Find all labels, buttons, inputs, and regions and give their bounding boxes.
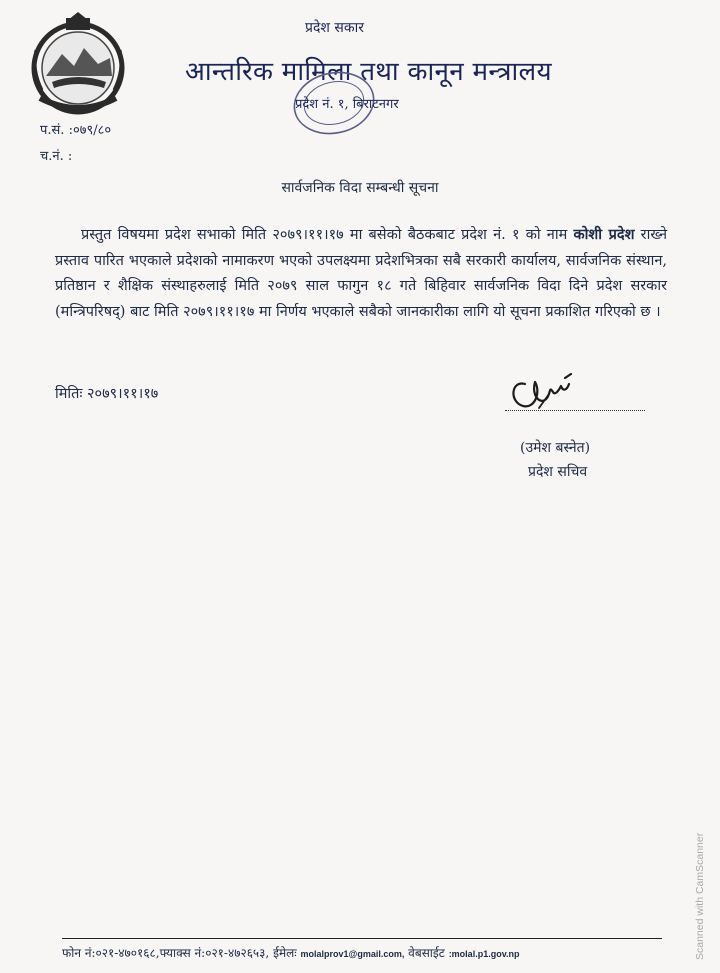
footer-website: :molal.p1.gov.np [448,949,520,959]
nepal-emblem-logo [22,10,134,122]
dispatch-number: च.नं. : [40,149,73,164]
footer-fax: फ्याक्स नं:०२१-४७२६५३, [159,946,270,960]
footer-phone: फोन नं:०२१-४७०१६८, [62,946,160,960]
government-name: प्रदेश सकार [305,20,364,36]
signatory-title: प्रदेश सचिव [528,464,588,480]
watermark-text: Scanned with CamScanner [694,832,706,960]
signatory-name: (उमेश बस्नेत) [520,440,591,456]
footer-website-label: वेबसाईट [408,946,445,960]
notice-body [55,222,667,325]
reference-number: प.सं. :०७९/८० [40,123,112,138]
footer-divider [62,938,662,939]
notice-body-part2: राख्ने प्रस्ताव पारित भएकाले प्रदेशको नामाकरण भएको उपलक्ष्यमा प्रदेशभित्रका सबै सरकारी कार्यालय, सार्वजनिक संस्थान, प्रतिष्ठान र शैक्षिक संस्थाहरुलाई मिति २०७९ साल फागुन १८ गते बिहिवार सार्वजनिक विदा दिने प्रदेश सरकार (मन्त्रिपरिषद्) बाट मिति २०७९।११।१७ मा निर्णय भएकाले सबैको जानकारीका लागि यो सूचना प्रकाशित गरिएको छ । [55,227,667,320]
notice-date: मितिः २०७९।११।१७ [55,386,159,402]
office-address: प्रदेश नं. १, बिराटनगर [295,97,399,112]
notice-title: सार्वजनिक विदा सम्बन्धी सूचना [281,180,439,196]
notice-body-bold: कोशी प्रदेश [573,226,635,243]
scanner-watermark [694,780,708,960]
ministry-title: आन्तरिक मामिला तथा कानून मन्त्रालय [185,57,552,87]
notice-body-part1: प्रस्तुत विषयमा प्रदेश सभाको मिति २०७९।११।१७ मा बसेको बैठकबाट प्रदेश नं. १ को नाम [81,227,574,243]
footer-contact [62,944,520,961]
footer-email-label: ईमेलः [273,946,297,960]
handwritten-signature [505,362,585,414]
signature-line [505,410,645,411]
footer-email: molalprov1@gmail.com, [300,949,405,959]
